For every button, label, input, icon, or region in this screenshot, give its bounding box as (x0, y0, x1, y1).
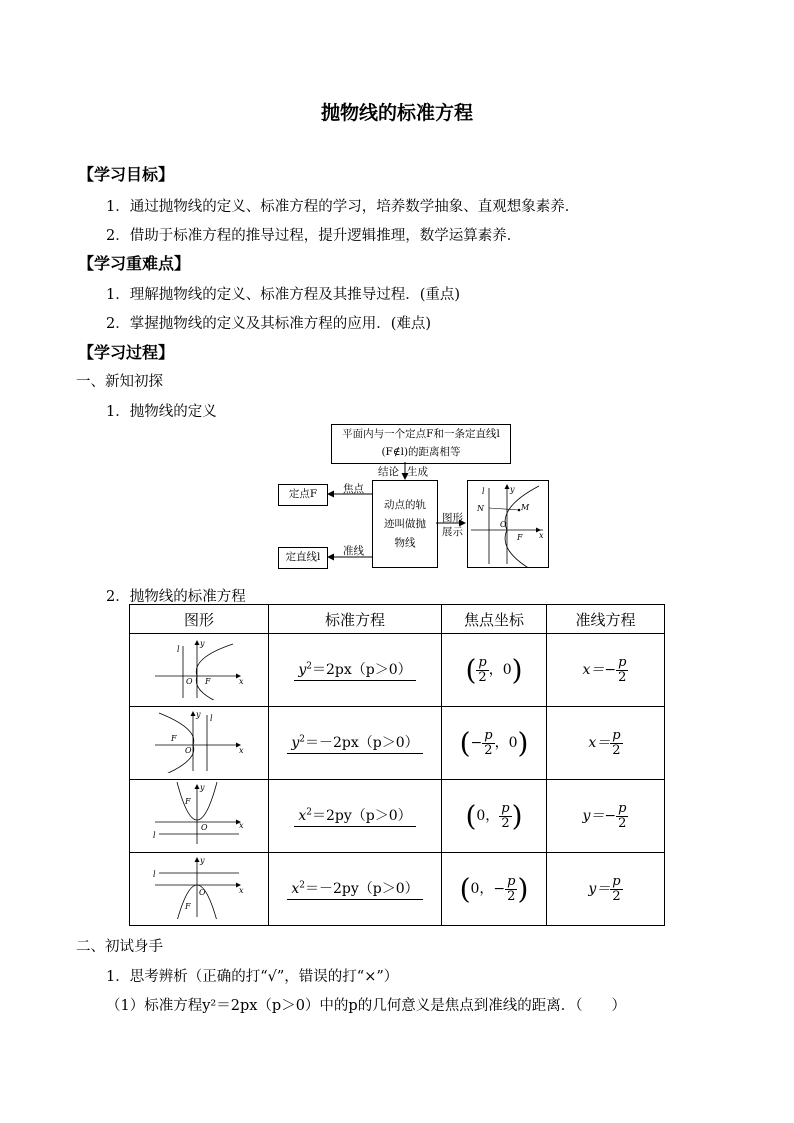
process-heading: 【学习过程】 (78, 343, 175, 362)
svg-text:x: x (239, 821, 244, 830)
fig-y-label: y (510, 485, 515, 494)
table-row (130, 853, 665, 926)
flow-top-line2: (F∉l)的距离相等 (381, 446, 461, 458)
figure-cell (130, 853, 269, 926)
flow-center-line3: 物线 (394, 536, 416, 549)
question-1: （1）标准方程y²＝2px（p＞0）中的p的几何意义是焦点到准线的距离．（ ） (106, 998, 626, 1014)
fig-x-label: x (539, 531, 544, 540)
standard-equation-table (129, 604, 665, 926)
equation: $y^2=2px(p>0)$ (294, 659, 415, 681)
svg-text:O: O (201, 823, 208, 832)
goals-heading: 【学习目标】 (78, 165, 175, 184)
directrix-equation: y＝ $\frac{p}{2}$ (588, 873, 621, 904)
parabola-right-figure (151, 636, 247, 700)
flow-center-line1: 动点的轨 (384, 498, 426, 511)
equation-cell (269, 634, 442, 707)
focus-cell (442, 780, 547, 853)
goal-item-1: 1．通过抛物线的定义、标准方程的学习，培养数学抽象、直观想象素养． (106, 199, 580, 215)
parabola-up-figure (151, 782, 247, 846)
flow-figure-box (467, 480, 549, 568)
table-row (130, 780, 665, 853)
focus-cell (442, 634, 547, 707)
focus-coordinate: ( $\frac{p}{2}$ ，0) (465, 653, 523, 687)
svg-text:x: x (239, 677, 244, 686)
directrix-cell (547, 634, 665, 707)
focus-cell (442, 853, 547, 926)
svg-text:F: F (171, 734, 177, 743)
page-title: 抛物线的标准方程 (320, 102, 473, 124)
focus-cell (442, 707, 547, 780)
svg-text:O: O (186, 677, 193, 686)
part1-heading: 一、新知初探 (76, 374, 163, 390)
flow-top-line1: 平面内与一个定点F和一条定直线l (342, 428, 500, 440)
fig-o-label: O (500, 520, 507, 529)
table-header-row (130, 605, 665, 634)
flow-fixed-line: 定直线l (285, 551, 321, 563)
svg-text:l: l (177, 645, 180, 654)
directrix-equation: x＝ $\frac{p}{2}$ (588, 727, 621, 758)
svg-text:x: x (239, 886, 244, 895)
equation: $x^2=2py(p>0)$ (294, 805, 415, 827)
directrix-cell (547, 853, 665, 926)
fig-f-label: F (517, 533, 523, 542)
flow-conclude-label: 结论 (378, 466, 399, 478)
equation: $y^2=-2px(p>0)$ (287, 732, 422, 754)
keypoints-heading: 【学习重难点】 (78, 254, 191, 273)
header-directrix: 准线方程 (547, 605, 665, 634)
header-figure: 图形 (130, 605, 269, 634)
svg-text:l: l (210, 714, 213, 723)
keypoint-item-1: 1．理解抛物线的定义、标准方程及其推导过程．(重点) (106, 287, 461, 303)
flow-focus-label: 焦点 (343, 483, 364, 495)
directrix-cell (547, 707, 665, 780)
svg-text:x: x (239, 746, 244, 755)
parabola-left-figure (151, 709, 247, 773)
part2-heading: 二、初试身手 (76, 939, 163, 955)
svg-text:y: y (200, 856, 205, 865)
fig-l-label: l (482, 487, 485, 496)
equation-cell (269, 853, 442, 926)
header-focus: 焦点坐标 (442, 605, 547, 634)
figure-cell (130, 707, 269, 780)
focus-coordinate: (− $\frac{p}{2}$ ，0) (459, 726, 529, 760)
flow-fig-label1: 图形 (442, 512, 463, 524)
table-row (130, 707, 665, 780)
fig-n-label: N (477, 504, 484, 513)
fig-m-label: M (521, 503, 530, 512)
goal-item-2: 2．借助于标准方程的推导过程，提升逻辑推理，数学运算素养． (106, 228, 522, 244)
focus-coordinate: (0，− $\frac{p}{2}$ ) (459, 872, 529, 906)
definition-subheading: 1．抛物线的定义 (106, 404, 217, 420)
equation-cell (269, 707, 442, 780)
keypoint-item-2: 2．掌握抛物线的定义及其标准方程的应用．(难点) (106, 316, 432, 332)
figure-cell (130, 634, 269, 707)
focus-coordinate: (0， $\frac{p}{2}$ ) (465, 799, 523, 833)
svg-text:F: F (185, 797, 191, 806)
equation: $x^2=-2py(p>0)$ (287, 878, 422, 900)
flow-fixed-point: 定点F (288, 488, 318, 500)
flow-generate-label: 生成 (407, 466, 428, 478)
directrix-cell (547, 780, 665, 853)
directrix-equation: x＝− $\frac{p}{2}$ (582, 654, 627, 685)
svg-text:F: F (205, 677, 211, 686)
svg-text:O: O (199, 888, 206, 897)
svg-text:y: y (200, 783, 205, 792)
flow-fig-label2: 展示 (442, 526, 463, 538)
directrix-equation: y＝− $\frac{p}{2}$ (582, 800, 627, 831)
table-row (130, 634, 665, 707)
svg-text:y: y (200, 639, 205, 648)
svg-text:F: F (185, 902, 191, 911)
equation-cell (269, 780, 442, 853)
svg-text:l: l (153, 870, 156, 879)
standard-eq-subheading: 2．抛物线的标准方程 (106, 589, 246, 605)
svg-text:l: l (153, 831, 156, 840)
svg-text:O: O (185, 746, 192, 755)
judge-subheading: 1．思考辨析（正确的打“√”，错误的打“×”） (106, 969, 399, 985)
figure-cell (130, 780, 269, 853)
header-equation: 标准方程 (269, 605, 442, 634)
parabola-down-figure (151, 855, 247, 919)
svg-text:y: y (196, 710, 201, 719)
flow-directrix-label: 准线 (343, 545, 364, 557)
flow-center-line2: 迹叫做抛 (384, 517, 426, 530)
